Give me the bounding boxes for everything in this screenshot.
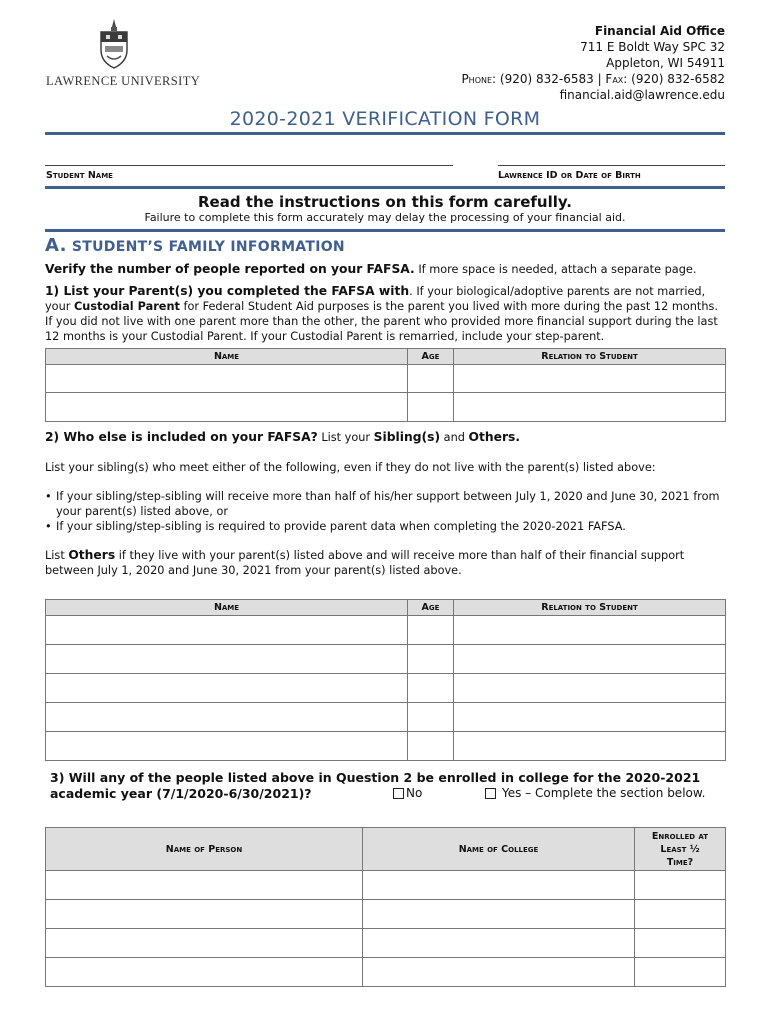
enrolled-cell[interactable] (635, 929, 726, 958)
others-term: Others. (468, 430, 520, 444)
bullet-dot: • (45, 490, 52, 503)
lawrence-id-line[interactable] (498, 165, 725, 166)
fields-divider (45, 186, 725, 189)
failure-note: Failure to complete this form accurately may delay the processing of your financial aid. (144, 211, 626, 224)
table-row (46, 616, 726, 645)
yes-label: Yes – Complete the section below. (502, 786, 706, 800)
email[interactable]: financial.aid@lawrence.edu (559, 88, 725, 102)
enrolled-cell[interactable] (635, 958, 726, 987)
name-cell[interactable] (46, 393, 408, 422)
instructions-divider (45, 229, 725, 232)
q1-heading: 1) List your Parent(s) you completed the FAFSA with (45, 284, 410, 298)
col-relation: Relation to Student (454, 600, 726, 616)
q3-line2: academic year (7/1/2020-6/30/2021)? (50, 786, 312, 801)
phone-fax-line: Phone: (920) 832-6583 | Fax: (920) 832-6582 (461, 72, 725, 86)
age-cell[interactable] (408, 616, 454, 645)
section-letter: A. (45, 235, 67, 256)
enrolled-line1: Enrolled at (651, 830, 709, 842)
age-cell[interactable] (408, 645, 454, 674)
siblings-table (45, 599, 726, 761)
list-word: List (45, 549, 69, 562)
q2-and: and (440, 431, 469, 444)
person-cell[interactable] (46, 929, 363, 958)
fax-label: Fax (605, 72, 624, 86)
q2-others-text (45, 548, 725, 578)
q2-list-your: List your (317, 431, 374, 444)
q2-intro: List your sibling(s) who meet either of the following, even if they do not live with the parent(s) listed above: (45, 461, 656, 474)
relation-cell[interactable] (454, 393, 726, 422)
name-cell[interactable] (46, 645, 408, 674)
bullet1-text: If your sibling/step-sibling will receive more than half of his/her support between July 1, 2020 and June 30, 2021 from your parent(s) listed above, or (56, 490, 720, 518)
yes-checkbox[interactable] (485, 788, 496, 799)
col-age: Age (408, 600, 454, 616)
office-contact (461, 23, 725, 103)
student-name-line[interactable] (45, 165, 453, 166)
q2-heading: 2) Who else is included on your FAFSA? (45, 430, 318, 444)
relation-cell[interactable] (454, 703, 726, 732)
relation-cell[interactable] (454, 365, 726, 393)
col-college: Name of College (363, 828, 635, 871)
others-word: Others (68, 548, 116, 562)
college-cell[interactable] (363, 929, 635, 958)
bullet-dot: • (45, 520, 52, 533)
college-cell[interactable] (363, 958, 635, 987)
col-enrolled (635, 828, 726, 871)
relation-cell[interactable] (454, 732, 726, 761)
custodial-parent-term: Custodial Parent (74, 300, 180, 313)
col-name: Name (46, 349, 408, 365)
relation-cell[interactable] (454, 616, 726, 645)
verify-bold: Verify the number of people reported on your FAFSA. (45, 262, 415, 276)
name-cell[interactable] (46, 674, 408, 703)
table-row (46, 703, 726, 732)
age-cell[interactable] (408, 674, 454, 703)
college-cell[interactable] (363, 900, 635, 929)
read-instructions: Read the instructions on this form carefully. (198, 193, 572, 211)
enrolled-cell[interactable] (635, 871, 726, 900)
college-cell[interactable] (363, 871, 635, 900)
address-line1: 711 E Boldt Way SPC 32 (580, 40, 725, 54)
table-row (46, 365, 726, 393)
age-cell[interactable] (408, 732, 454, 761)
col-age: Age (408, 349, 454, 365)
q2-bullet2 (45, 519, 725, 534)
others-text: if they live with your parent(s) listed above and will receive more than half of their financial support between July 1, 2020 and June 30, 2021 from your parent(s) listed above. (45, 549, 685, 577)
logo-text: LAWRENCE UNIVERSITY (46, 74, 201, 88)
college-table (45, 827, 726, 987)
table-row (46, 900, 726, 929)
name-cell[interactable] (46, 365, 408, 393)
age-cell[interactable] (408, 365, 454, 393)
age-cell[interactable] (408, 393, 454, 422)
enrolled-line3: Time? (666, 856, 694, 868)
relation-cell[interactable] (454, 645, 726, 674)
lawrence-logo (46, 18, 201, 89)
col-person: Name of Person (46, 828, 363, 871)
person-cell[interactable] (46, 900, 363, 929)
student-name-label: Student Name (46, 170, 113, 181)
siblings-term: Sibling(s) (373, 430, 441, 444)
col-name: Name (46, 600, 408, 616)
name-cell[interactable] (46, 732, 408, 761)
table-row (46, 871, 726, 900)
table-row (46, 929, 726, 958)
q2-heading-line (45, 430, 725, 445)
table-row (46, 393, 726, 422)
q3-line1: 3) Will any of the people listed above in Question 2 be enrolled in college for the 2020-2021 (50, 770, 701, 785)
no-checkbox[interactable] (393, 788, 404, 799)
parents-table (45, 348, 726, 422)
address-line2: Appleton, WI 54911 (606, 56, 725, 70)
table-row (46, 674, 726, 703)
person-cell[interactable] (46, 958, 363, 987)
title-divider (45, 132, 725, 135)
person-cell[interactable] (46, 871, 363, 900)
col-relation: Relation to Student (454, 349, 726, 365)
phone-number: (920) 832-6583 (499, 72, 594, 86)
office-name: Financial Aid Office (594, 24, 725, 38)
relation-cell[interactable] (454, 674, 726, 703)
q1-text (45, 284, 725, 344)
q2-bullet1 (45, 489, 725, 519)
q1-text-part2: for Federal Student Aid purposes is the parent you lived with more during the past 12 months. If you did not live with one parent more than the other, the parent who provided more financial support during the last 12 months is your Custodial Parent. If your Custodial Parent is remarried, include your step-parent. (45, 300, 718, 343)
shield-crest-icon (97, 18, 131, 70)
section-title: STUDENT’S FAMILY INFORMATION (71, 239, 345, 255)
age-cell[interactable] (408, 703, 454, 732)
q1-text-part1: . If your biological/adoptive parents are not married, your (45, 285, 706, 313)
table-row (46, 958, 726, 987)
fax-number: (920) 832-6582 (631, 72, 725, 86)
no-label: No (406, 786, 423, 800)
table-row (46, 645, 726, 674)
verify-rest: If more space is needed, attach a separate page. (414, 263, 697, 276)
verify-line (45, 262, 725, 277)
lawrence-id-label: Lawrence ID or Date of Birth (498, 170, 641, 181)
phone-label: Phone (461, 72, 493, 86)
enrolled-cell[interactable] (635, 900, 726, 929)
table-row (46, 732, 726, 761)
section-a-heading (45, 235, 345, 256)
enrolled-line2: Least ½ (660, 843, 700, 855)
bullet2-text: If your sibling/step-sibling is required to provide parent data when completing the 2020-2021 FAFSA. (56, 520, 626, 533)
name-cell[interactable] (46, 703, 408, 732)
name-cell[interactable] (46, 616, 408, 645)
form-title: 2020-2021 VERIFICATION FORM (229, 108, 541, 130)
